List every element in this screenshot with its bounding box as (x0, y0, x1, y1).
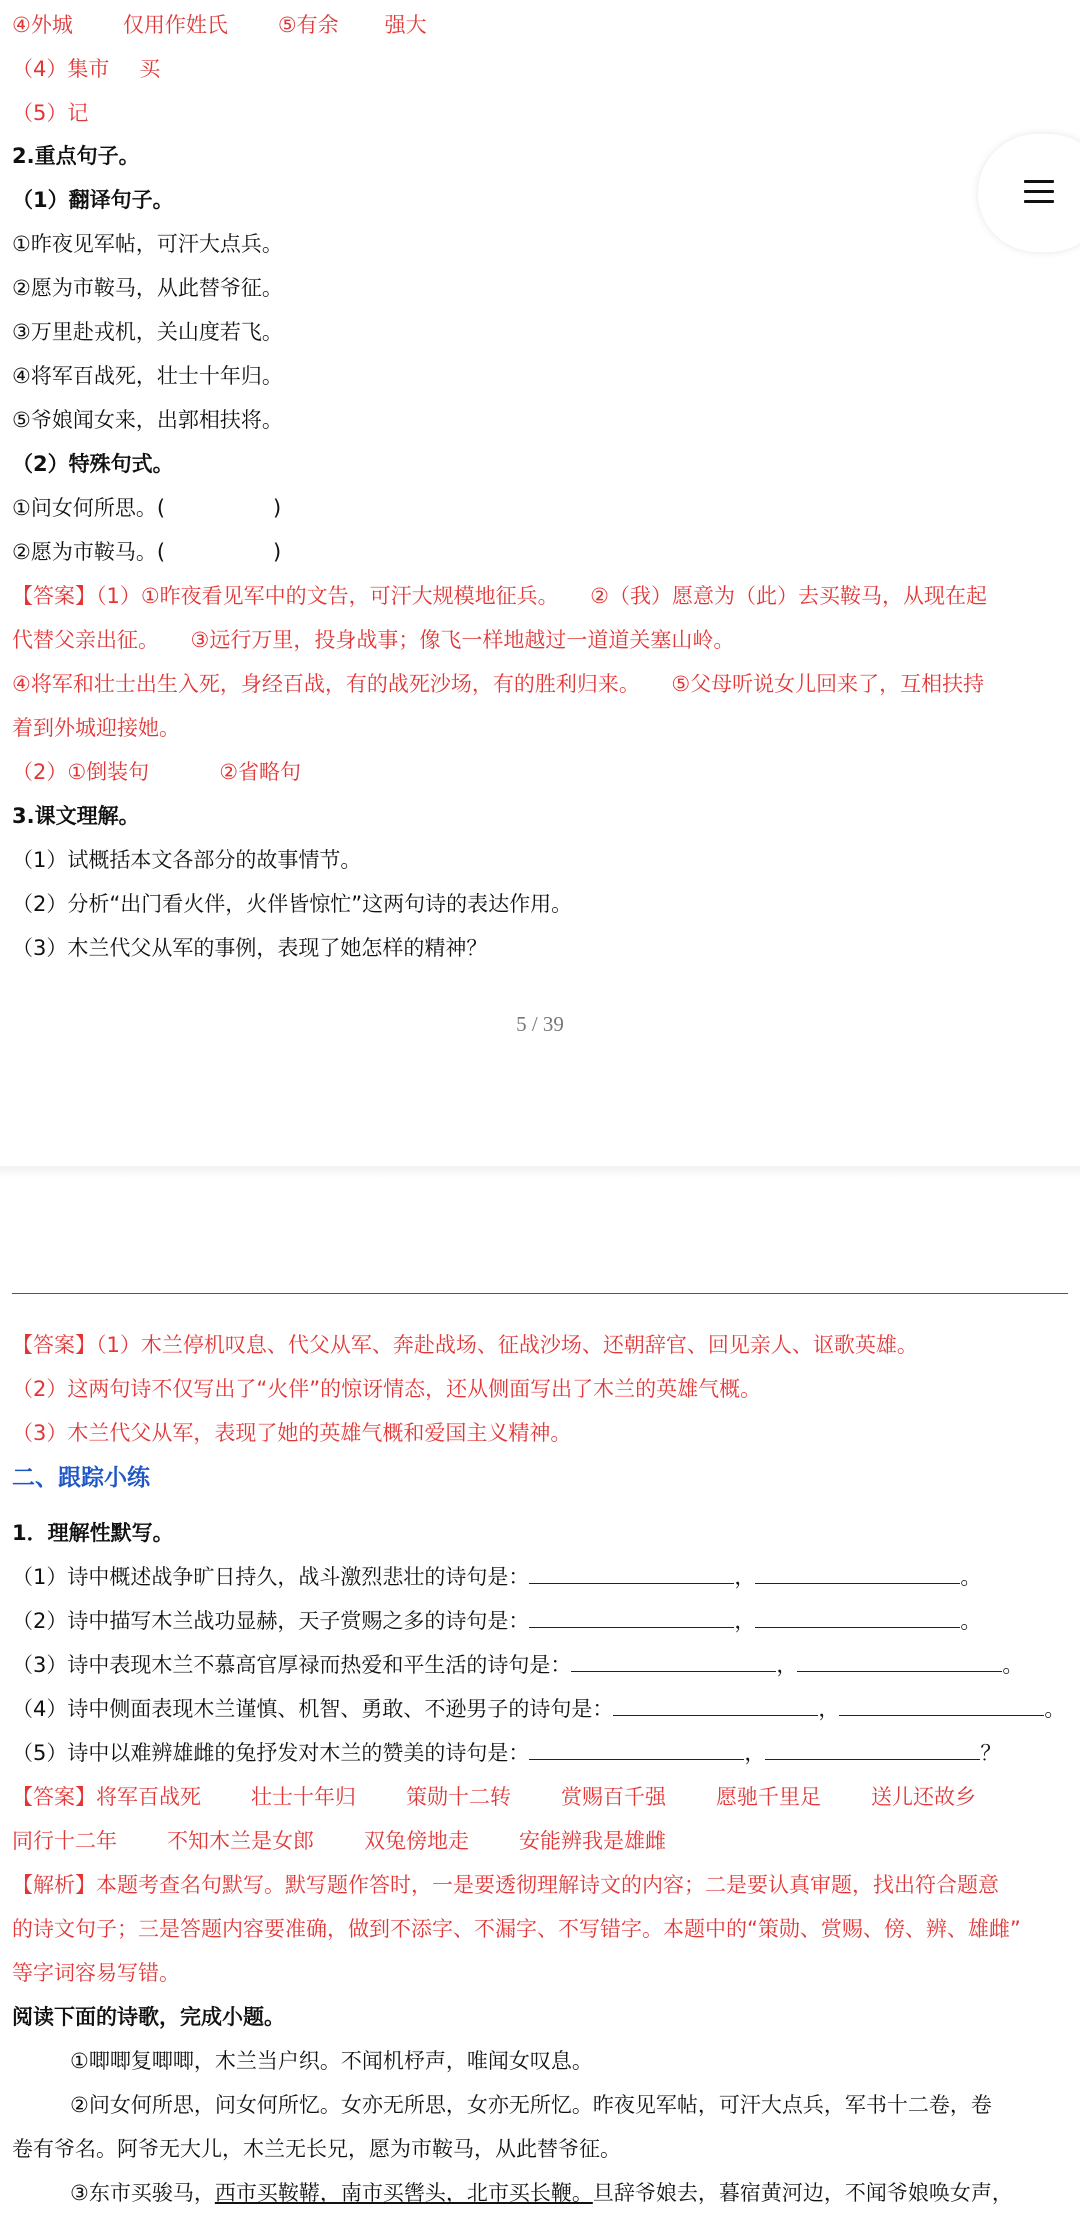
subsection-patterns: （2）特殊句式。 (12, 452, 174, 476)
question-1: （1）试概括本文各部分的故事情节。 (12, 848, 362, 872)
answer-blank[interactable] (613, 1714, 818, 1716)
poem-stanza-1: ①唧唧复唧唧，木兰当户织。不闻机杼声，唯闻女叹息。 (70, 2049, 593, 2073)
answer-line-1: 【答案】（1）①昨夜看见军中的文告，可汗大规模地征兵。 ②（我）愿意为（此）去买鞍马，从现在起 (12, 584, 988, 608)
analysis-line-1: 【解析】本题考查名句默写。默写题作答时，一是要透彻理解诗文的内容；二是要认真审题，找出符合题意 (12, 1873, 999, 1897)
answer-3-2: （2）这两句诗不仅写出了“火伴”的惊讶情态，还从侧面写出了木兰的英雄气概。 (12, 1377, 762, 1401)
hamburger-icon (1024, 180, 1054, 183)
vocab-line-1 (12, 10, 427, 40)
vocab-item: ⑤有余 (277, 13, 339, 37)
answer-patterns: （2）①倒装句 ②省略句 (12, 760, 302, 784)
fill-item-3: （3）诗中表现木兰不慕高官厚禄而热爱和平生活的诗句是： ， 。 (12, 1653, 1024, 1677)
answer-line-4: 着到外城迎接她。 (12, 716, 180, 740)
question-3: （3）木兰代父从军的事例，表现了她怎样的精神？ (12, 936, 488, 960)
poem-stanza-3: ③东市买骏马，西市买鞍鞯，南市买辔头，北市买长鞭。旦辞爷娘去，暮宿黄河边，不闻爷娘唤女声， (70, 2181, 1013, 2205)
pattern-question-2: ②愿为市鞍马。( ) (12, 540, 282, 564)
answer-blank[interactable] (755, 1626, 960, 1628)
question-2: （2）分析“出门看火伴，火伴皆惊忙”这两句诗的表达作用。 (12, 892, 573, 916)
analysis-line-2: 的诗文句子；三是答题内容要准确，做到不添字、不漏字、不写错字。本题中的“策勋、赏赐、傍、辨、雄雌” (12, 1917, 1021, 1941)
answer-2-row-2: 同行十二年 不知木兰是女郎 双兔傍地走 安能辨我是雄雌 (12, 1829, 666, 1853)
sentence-1: ①昨夜见军帖，可汗大点兵。 (12, 232, 283, 256)
highlighted-text: 西市买鞍鞯，南市买辔头，北市买长鞭。 (214, 2181, 593, 2205)
answer-3-3: （3）木兰代父从军，表现了她的英雄气概和爱国主义精神。 (12, 1421, 572, 1445)
vocab-item: 仅用作姓氏 (122, 13, 228, 37)
answer-3-1: 【答案】（1）木兰停机叹息、代父从军、奔赴战场、征战沙场、还朝辞官、回见亲人、讴歌英雄。 (12, 1333, 918, 1357)
page-gap (0, 1166, 1080, 1178)
section-3-title: 3.课文理解。 (12, 804, 140, 828)
vocab-item: 强大 (384, 13, 427, 37)
pattern-question-1: ①问女何所思。( ) (12, 496, 282, 520)
vocab-item: （4）集市 (12, 57, 110, 81)
poem-stanza-2-line-1: ②问女何所思，问女何所忆。女亦无所思，女亦无所忆。昨夜见军帖，可汗大点兵，军书十二卷，卷 (70, 2093, 992, 2117)
answer-blank[interactable] (529, 1582, 734, 1584)
answer-blank[interactable] (755, 1582, 960, 1584)
answer-blank[interactable] (765, 1758, 980, 1760)
page-number: 5 / 39 (516, 1012, 564, 1036)
answer-blank[interactable] (797, 1670, 1002, 1672)
vocab-item: 买 (139, 57, 161, 81)
vocab-line-3: （5）记 (12, 101, 89, 125)
answer-blank[interactable] (571, 1670, 776, 1672)
answer-blank[interactable] (529, 1758, 744, 1760)
poem-stanza-2-line-2: 卷有爷名。阿爷无大儿，木兰无长兄，愿为市鞍马，从此替爷征。 (12, 2137, 621, 2161)
analysis-line-3: 等字词容易写错。 (12, 1961, 180, 1985)
fill-item-4: （4）诗中侧面表现木兰谨慎、机智、勇敢、不逊男子的诗句是： ， 。 (12, 1697, 1066, 1721)
answer-2-row-1: 【答案】将军百战死 壮士十年归 策勋十二转 赏赐百千强 愿驰千里足 送儿还故乡 (12, 1785, 976, 1809)
sentence-2: ②愿为市鞍马，从此替爷征。 (12, 276, 283, 300)
reading-title: 阅读下面的诗歌，完成小题。 (12, 2005, 285, 2029)
section-heading-practice: 二、跟踪小练 (12, 1465, 150, 1491)
subsection-translate: （1）翻译句子。 (12, 188, 174, 212)
sentence-4: ④将军百战死，壮士十年归。 (12, 364, 283, 388)
fill-item-2: （2）诗中描写木兰战功显赫，天子赏赐之多的诗句是： ， 。 (12, 1609, 982, 1633)
sentence-5: ⑤爷娘闻女来，出郭相扶将。 (12, 408, 283, 432)
answer-blank[interactable] (839, 1714, 1044, 1716)
section-2-title: 2.重点句子。 (12, 144, 140, 168)
answer-line-2: 代替父亲出征。 ③远行万里，投身战事；像飞一样地越过一道道关塞山岭。 (12, 628, 735, 652)
header-rule (12, 1293, 1068, 1294)
vocab-line-2 (12, 54, 160, 84)
sentence-3: ③万里赴戎机，关山度若飞。 (12, 320, 283, 344)
q1-title: 1．理解性默写。 (12, 1521, 174, 1545)
vocab-item: ④外城 (12, 13, 73, 37)
answer-line-3: ④将军和壮士出生入死，身经百战，有的战死沙场，有的胜利归来。 ⑤父母听说女儿回来了，互相扶持 (12, 672, 985, 696)
answer-blank[interactable] (529, 1626, 734, 1628)
fill-item-5: （5）诗中以难辨雄雌的兔抒发对木兰的赞美的诗句是： ， ？ (12, 1741, 1002, 1765)
fill-item-1: （1）诗中概述战争旷日持久，战斗激烈悲壮的诗句是： ， 。 (12, 1565, 982, 1589)
